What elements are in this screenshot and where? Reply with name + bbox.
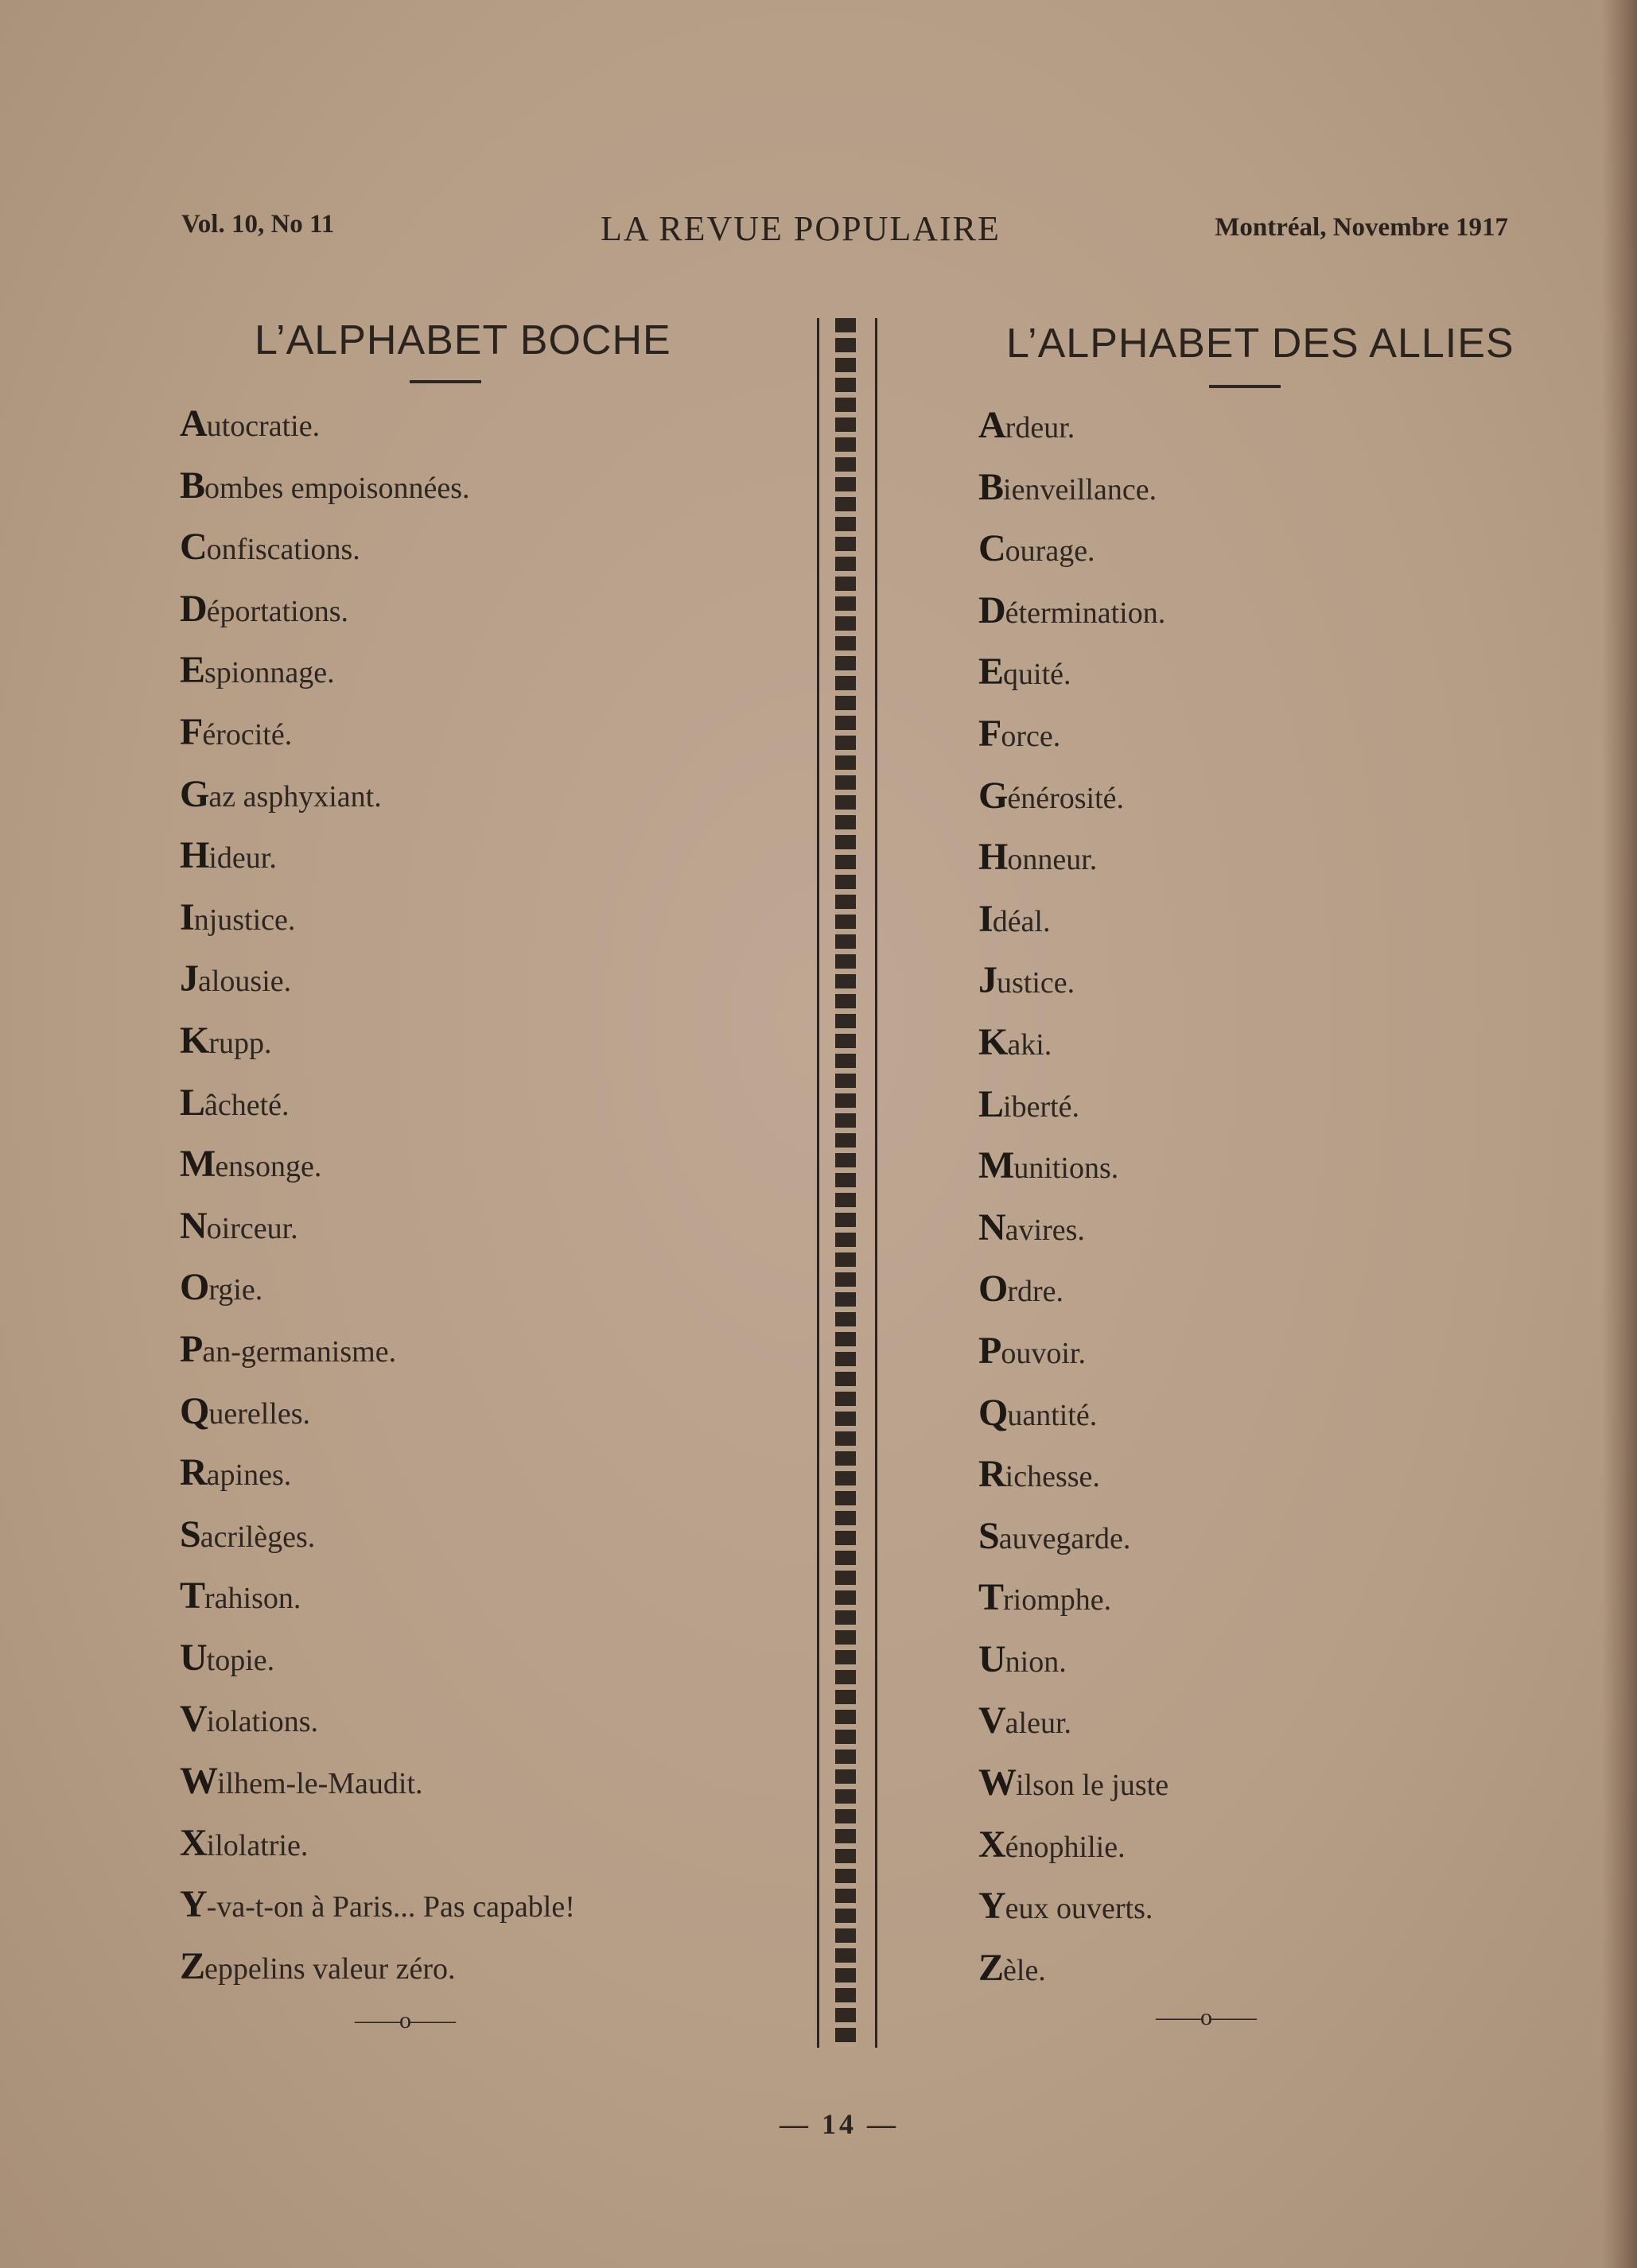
entry-word: eppelins valeur zéro. — [204, 1951, 456, 1986]
entry-initial: F — [978, 712, 1001, 755]
entry-word: étermination. — [1005, 596, 1166, 630]
boche-entry — [180, 1021, 575, 1083]
entry-word: riomphe. — [1003, 1583, 1112, 1618]
entry-word: uerelles. — [208, 1396, 310, 1431]
entry-word: nion. — [1005, 1645, 1067, 1679]
entry-initial: F — [180, 710, 203, 753]
entry-word: éportations. — [206, 594, 349, 628]
allies-entry — [978, 588, 1168, 653]
boche-entry — [180, 959, 575, 1021]
entry-initial: S — [978, 1514, 999, 1557]
boche-entry — [180, 589, 575, 651]
entry-word: èle. — [1003, 1953, 1046, 1987]
entry-word: quité. — [1003, 658, 1071, 692]
allies-entry — [978, 529, 1168, 591]
allies-entry — [978, 1763, 1168, 1825]
entry-word: spionnage. — [204, 656, 335, 690]
entry-word: ouvoir. — [1001, 1336, 1086, 1370]
entry-initial: W — [978, 1761, 1016, 1804]
entry-initial: O — [978, 1268, 1008, 1311]
allies-entry — [978, 1637, 1168, 1702]
boche-entry — [180, 1576, 575, 1638]
allies-entry — [978, 1269, 1168, 1331]
entry-initial: D — [180, 587, 207, 630]
allies-entry — [978, 899, 1168, 961]
entry-initial: B — [180, 464, 205, 507]
entry-initial: G — [978, 774, 1008, 817]
entry-initial: Z — [978, 1946, 1004, 1989]
entry-word: unitions. — [1013, 1151, 1119, 1186]
boche-entry — [180, 1699, 575, 1761]
divider-ornament — [835, 318, 856, 2048]
entry-initial: P — [180, 1327, 203, 1370]
allies-entry — [978, 837, 1168, 899]
divider-rule-left — [817, 318, 819, 2048]
boche-entry — [180, 1206, 575, 1268]
allies-entry — [978, 714, 1168, 776]
entry-initial: N — [180, 1204, 207, 1247]
entry-initial: T — [180, 1575, 205, 1618]
boche-entry — [180, 527, 575, 589]
allies-entry — [978, 1082, 1168, 1147]
allies-entry — [978, 1208, 1168, 1270]
entry-initial: M — [180, 1143, 216, 1186]
entry-word: ourage. — [1005, 534, 1095, 569]
entry-initial: P — [978, 1329, 1001, 1372]
boche-entry — [180, 466, 575, 528]
left-title-underline — [410, 380, 481, 383]
publication-title: LA REVUE POPULAIRE — [601, 209, 1001, 248]
entry-word: rupp. — [208, 1026, 272, 1060]
allies-alphabet-list — [978, 406, 1168, 2010]
place-and-date: Montréal, Novembre 1917 — [1215, 213, 1508, 242]
column-divider — [815, 318, 879, 2048]
entry-word: ilson le juste — [1016, 1769, 1169, 1803]
entry-initial: V — [180, 1698, 207, 1741]
entry-initial: L — [978, 1082, 1004, 1125]
entry-initial: I — [978, 897, 993, 940]
left-end-ornament: ——o—— — [355, 2007, 454, 2033]
entry-initial: A — [180, 402, 207, 445]
entry-word: auvegarde. — [998, 1521, 1131, 1555]
allies-entry — [978, 1825, 1168, 1887]
allies-entry — [978, 406, 1168, 468]
entry-initial: X — [978, 1823, 1005, 1866]
boche-entry — [180, 1327, 575, 1392]
left-column-title: L’ALPHABET BOCHE — [255, 317, 671, 363]
entry-initial: C — [180, 526, 207, 569]
right-end-ornament: ——o—— — [1156, 2004, 1255, 2030]
entry-initial: U — [978, 1637, 1005, 1680]
entry-word: utocratie. — [206, 410, 321, 443]
boche-entry — [180, 772, 575, 837]
allies-entry — [978, 1886, 1168, 1948]
entry-word: déal. — [992, 904, 1051, 938]
entry-word: ichesse. — [1005, 1460, 1100, 1494]
entry-initial: W — [180, 1760, 217, 1803]
entry-initial: E — [978, 650, 1004, 693]
right-title-underline — [1209, 385, 1281, 388]
boche-entry — [180, 650, 575, 713]
allies-entry — [978, 1020, 1168, 1085]
entry-initial: E — [180, 649, 205, 692]
entry-word: avires. — [1005, 1213, 1085, 1247]
entry-word: acrilèges. — [200, 1520, 316, 1554]
entry-word: uantité. — [1007, 1398, 1098, 1432]
entry-word: aki. — [1007, 1027, 1052, 1062]
entry-word: az asphyxiant. — [208, 779, 382, 814]
entry-word: âcheté. — [204, 1088, 290, 1122]
entry-initial: N — [978, 1206, 1005, 1249]
boche-entry — [180, 1515, 575, 1577]
entry-word: iberté. — [1003, 1089, 1080, 1124]
boche-entry — [180, 1823, 575, 1885]
entry-initial: L — [180, 1081, 205, 1124]
boche-entry — [180, 404, 575, 466]
entry-initial: S — [180, 1513, 200, 1555]
entry-initial: Z — [180, 1944, 205, 1987]
entry-initial: X — [180, 1821, 207, 1864]
entry-initial: Y — [978, 1885, 1005, 1928]
entry-word: oirceur. — [206, 1211, 298, 1245]
entry-initial: M — [978, 1144, 1014, 1187]
entry-word: aleur. — [1005, 1707, 1072, 1741]
allies-entry — [978, 961, 1168, 1023]
entry-initial: R — [978, 1453, 1005, 1496]
entry-initial: B — [978, 465, 1004, 508]
entry-word: -va-t-on à Paris... Pas capable! — [206, 1890, 575, 1924]
entry-initial: R — [180, 1451, 207, 1494]
entry-initial: Q — [180, 1389, 209, 1432]
entry-word: érocité. — [202, 717, 293, 751]
allies-entry — [978, 1454, 1168, 1517]
entry-initial: K — [180, 1019, 209, 1062]
allies-entry — [978, 1331, 1168, 1393]
entry-word: énérosité. — [1007, 781, 1124, 815]
entry-initial: U — [180, 1636, 207, 1679]
entry-word: ideur. — [208, 841, 277, 876]
entry-initial: H — [180, 834, 209, 877]
allies-entry — [978, 1948, 1168, 2010]
boche-alphabet-list — [180, 404, 575, 2008]
entry-initial: K — [978, 1020, 1008, 1063]
volume-number: Vol. 10, No 11 — [181, 210, 335, 239]
entry-initial: J — [978, 959, 997, 1002]
entry-initial: O — [180, 1266, 209, 1309]
entry-word: ienveillance. — [1003, 472, 1157, 507]
entry-initial: H — [978, 836, 1008, 879]
entry-word: ensonge. — [215, 1150, 322, 1184]
page-number: — 14 — — [780, 2108, 899, 2140]
entry-word: rdeur. — [1005, 411, 1075, 445]
entry-word: alousie. — [198, 965, 292, 999]
entry-initial: T — [978, 1576, 1004, 1619]
entry-word: apines. — [206, 1458, 292, 1493]
divider-rule-right — [875, 318, 877, 2048]
entry-word: ombes empoisonnées. — [204, 471, 470, 505]
allies-entry — [978, 1578, 1168, 1640]
entry-initial: G — [180, 772, 209, 815]
entry-word: ilhem-le-Maudit. — [217, 1767, 423, 1801]
entry-initial: A — [978, 404, 1005, 446]
entry-word: rdre. — [1007, 1275, 1064, 1309]
boche-entry — [180, 1389, 575, 1454]
running-header — [0, 208, 1637, 256]
boche-entry — [180, 1268, 575, 1330]
allies-entry — [978, 1701, 1168, 1763]
entry-word: rahison. — [204, 1582, 301, 1616]
entry-word: rgie. — [208, 1273, 263, 1307]
entry-word: iolations. — [206, 1705, 319, 1739]
entry-initial: J — [180, 957, 198, 1000]
boche-entry — [180, 895, 575, 960]
boche-entry — [180, 710, 575, 775]
boche-entry — [180, 836, 575, 898]
entry-word: onfiscations. — [206, 533, 360, 567]
entry-word: orce. — [1001, 719, 1061, 753]
entry-word: topie. — [206, 1643, 275, 1677]
page-edge-shadow — [1602, 0, 1637, 2268]
entry-word: énophilie. — [1005, 1830, 1126, 1864]
entry-word: ustice. — [997, 966, 1075, 1000]
entry-initial: D — [978, 588, 1005, 631]
boche-entry — [180, 1083, 575, 1145]
boche-entry — [180, 1761, 575, 1823]
allies-entry — [978, 1146, 1168, 1208]
boche-entry — [180, 1944, 575, 2009]
boche-entry — [180, 1885, 575, 1947]
allies-entry — [978, 1393, 1168, 1455]
entry-initial: V — [978, 1699, 1005, 1742]
right-column-title: L’ALPHABET DES ALLIES — [1006, 320, 1515, 367]
entry-initial: Y — [180, 1883, 207, 1926]
boche-entry — [180, 1144, 575, 1206]
entry-word: ilolatrie. — [206, 1828, 309, 1862]
entry-word: eux ouverts. — [1005, 1892, 1153, 1926]
entry-word: onneur. — [1007, 843, 1098, 877]
entry-initial: Q — [978, 1391, 1008, 1434]
entry-initial: C — [978, 527, 1005, 570]
entry-word: njustice. — [193, 903, 296, 937]
allies-entry — [978, 465, 1168, 530]
allies-entry — [978, 652, 1168, 714]
allies-entry — [978, 1514, 1168, 1579]
boche-entry — [180, 1453, 575, 1515]
entry-word: an-germanisme. — [202, 1334, 397, 1369]
entry-initial: I — [180, 895, 194, 938]
boche-entry — [180, 1638, 575, 1700]
allies-entry — [978, 776, 1168, 838]
